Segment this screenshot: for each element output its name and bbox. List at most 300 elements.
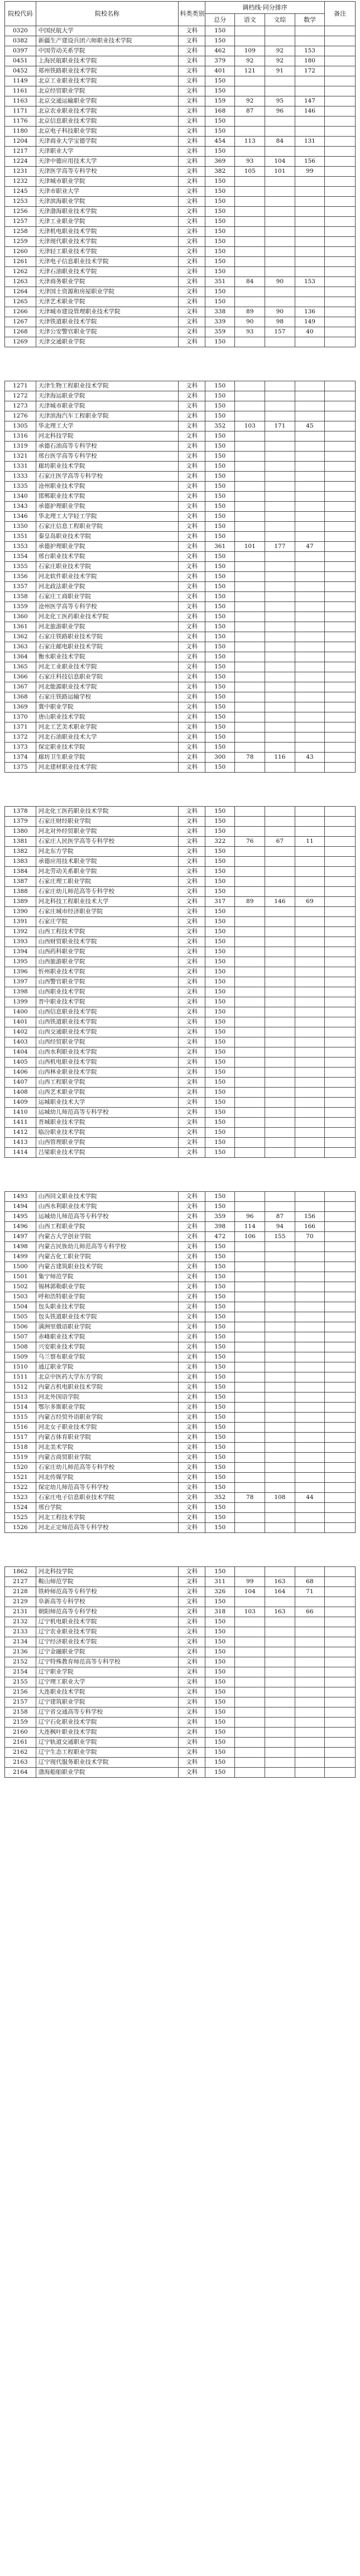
cell-comprehensive <box>265 632 295 642</box>
cell-total: 150 <box>205 1443 235 1453</box>
cell-name: 山西工程职业学院 <box>36 1078 179 1088</box>
cell-math <box>295 512 325 522</box>
cell-chinese <box>235 532 265 542</box>
cell-note <box>325 237 356 247</box>
cell-kind: 文科 <box>179 1403 205 1413</box>
cell-name: 河北美术学院 <box>36 1443 179 1453</box>
cell-chinese: 92 <box>235 56 265 66</box>
cell-math <box>295 1738 325 1748</box>
cell-chinese <box>235 1078 265 1088</box>
cell-comprehensive: 101 <box>265 167 295 177</box>
cell-chinese <box>235 267 265 277</box>
cell-chinese <box>235 612 265 622</box>
cell-chinese <box>235 1728 265 1738</box>
cell-name: 呼和浩特职业学院 <box>36 1292 179 1302</box>
cell-math <box>295 401 325 411</box>
table-row <box>5 1738 356 1748</box>
cell-code: 1520 <box>5 1463 36 1473</box>
header-math: 数学 <box>295 14 325 26</box>
cell-note <box>325 947 356 957</box>
cell-name: 运城幼儿师范高等专科学校 <box>36 1212 179 1222</box>
cell-code: 2152 <box>5 1657 36 1667</box>
cell-chinese <box>235 887 265 897</box>
cell-name: 河北劳动关系职业学院 <box>36 867 179 877</box>
cell-code: 1398 <box>5 987 36 997</box>
cell-comprehensive <box>265 1627 295 1637</box>
cell-name: 石家庄幼儿师范高等专科学校 <box>36 887 179 897</box>
cell-note <box>325 957 356 967</box>
cell-chinese: 89 <box>235 307 265 317</box>
cell-code: 1399 <box>5 997 36 1007</box>
table-row <box>5 1027 356 1037</box>
cell-name: 石家庄科技信息职业学院 <box>36 672 179 682</box>
cell-kind: 文科 <box>179 1322 205 1332</box>
cell-kind: 文科 <box>179 1352 205 1362</box>
cell-total: 150 <box>205 1192 235 1202</box>
cell-comprehensive: 116 <box>265 753 295 763</box>
header-chinese: 语文 <box>235 14 265 26</box>
cell-chinese <box>235 1312 265 1322</box>
cell-math <box>295 702 325 712</box>
cell-total: 150 <box>205 1413 235 1423</box>
cell-math: 166 <box>295 1222 325 1232</box>
cell-comprehensive <box>265 1312 295 1322</box>
cell-math <box>295 1372 325 1382</box>
table-row <box>5 1242 356 1252</box>
cell-code: 1259 <box>5 237 36 247</box>
cell-comprehensive <box>265 76 295 86</box>
cell-total: 150 <box>205 287 235 297</box>
cell-name: 廊坊职业技术学院 <box>36 462 179 472</box>
cell-code: 1388 <box>5 887 36 897</box>
table-row <box>5 137 356 147</box>
cell-comprehensive <box>265 257 295 267</box>
cell-chinese: 90 <box>235 317 265 327</box>
cell-note <box>325 1768 356 1778</box>
cell-math <box>295 492 325 502</box>
cell-total: 150 <box>205 672 235 682</box>
cell-name: 运城幼儿师范高等专科学校 <box>36 1108 179 1118</box>
cell-total: 150 <box>205 1677 235 1687</box>
cell-name: 山西水利职业技术学院 <box>36 1202 179 1212</box>
table-row <box>5 652 356 662</box>
cell-kind: 文科 <box>179 1433 205 1443</box>
cell-kind: 文科 <box>179 66 205 76</box>
cell-comprehensive <box>265 1503 295 1513</box>
cell-total: 150 <box>205 743 235 753</box>
cell-total: 150 <box>205 86 235 96</box>
cell-note <box>325 327 356 337</box>
cell-math <box>295 1667 325 1677</box>
cell-chinese <box>235 1403 265 1413</box>
cell-chinese <box>235 1513 265 1523</box>
cell-total: 150 <box>205 381 235 391</box>
cell-comprehensive <box>265 401 295 411</box>
cell-kind: 文科 <box>179 652 205 662</box>
cell-math <box>295 227 325 237</box>
cell-math <box>295 847 325 857</box>
table-row <box>5 937 356 947</box>
cell-total: 150 <box>205 987 235 997</box>
cell-kind: 文科 <box>179 512 205 522</box>
cell-kind: 文科 <box>179 1657 205 1667</box>
cell-name: 山西药科职业学院 <box>36 947 179 957</box>
cell-code: 1505 <box>5 1312 36 1322</box>
cell-comprehensive <box>265 847 295 857</box>
cell-total: 150 <box>205 1617 235 1627</box>
cell-name: 通辽职业学院 <box>36 1362 179 1372</box>
cell-math <box>295 887 325 897</box>
cell-name: 石家庄邮电职业技术学院 <box>36 642 179 652</box>
table-row <box>5 592 356 602</box>
cell-math: 47 <box>295 542 325 552</box>
table-row <box>5 1088 356 1098</box>
cell-kind: 文科 <box>179 421 205 431</box>
cell-math <box>295 267 325 277</box>
cell-comprehensive <box>265 817 295 827</box>
cell-math <box>295 1382 325 1393</box>
cell-name: 内蒙古民族幼儿师范高等专科学校 <box>36 1242 179 1252</box>
cell-comprehensive <box>265 947 295 957</box>
cell-note <box>325 381 356 391</box>
cell-math <box>295 817 325 827</box>
cell-name: 辽宁职业学院 <box>36 1667 179 1677</box>
cell-note <box>325 1242 356 1252</box>
cell-note <box>325 1567 356 1577</box>
table-row <box>5 743 356 753</box>
cell-chinese <box>235 237 265 247</box>
cell-math <box>295 1302 325 1312</box>
cell-chinese <box>235 257 265 267</box>
cell-note <box>325 582 356 592</box>
cell-code: 1517 <box>5 1433 36 1443</box>
cell-kind: 文科 <box>179 1758 205 1768</box>
cell-code: 2132 <box>5 1617 36 1627</box>
cell-code: 1400 <box>5 1007 36 1017</box>
cell-comprehensive <box>265 652 295 662</box>
cell-chinese <box>235 1108 265 1118</box>
cell-chinese <box>235 36 265 46</box>
cell-math <box>295 1403 325 1413</box>
cell-name: 吕梁职业技术学院 <box>36 1148 179 1158</box>
cell-comprehensive <box>265 1342 295 1352</box>
cell-comprehensive <box>265 1047 295 1057</box>
cell-total: 150 <box>205 1282 235 1292</box>
table-row <box>5 421 356 431</box>
cell-comprehensive <box>265 1483 295 1493</box>
cell-chinese <box>235 442 265 452</box>
cell-comprehensive <box>265 967 295 977</box>
cell-code: 1271 <box>5 381 36 391</box>
cell-math <box>295 1128 325 1138</box>
cell-name: 河北能源职业技术学院 <box>36 682 179 692</box>
cell-math <box>295 602 325 612</box>
cell-chinese <box>235 582 265 592</box>
cell-total: 150 <box>205 452 235 462</box>
cell-note <box>325 1403 356 1413</box>
table-row <box>5 187 356 197</box>
table-row <box>5 1728 356 1738</box>
cell-comprehensive <box>265 1027 295 1037</box>
cell-name: 沧州医学高等专科学校 <box>36 602 179 612</box>
cell-code: 1387 <box>5 877 36 887</box>
cell-kind: 文科 <box>179 562 205 572</box>
cell-kind: 文科 <box>179 1138 205 1148</box>
cell-total: 369 <box>205 157 235 167</box>
cell-note <box>325 1647 356 1657</box>
cell-math <box>295 207 325 217</box>
cell-kind: 文科 <box>179 937 205 947</box>
cell-kind: 文科 <box>179 827 205 837</box>
cell-comprehensive <box>265 512 295 522</box>
cell-code: 1232 <box>5 177 36 187</box>
cell-comprehensive <box>265 1262 295 1272</box>
cell-comprehensive <box>265 1617 295 1627</box>
cell-math: 136 <box>295 307 325 317</box>
table-row <box>5 512 356 522</box>
table-row <box>5 1222 356 1232</box>
cell-chinese <box>235 1677 265 1687</box>
cell-total: 150 <box>205 692 235 702</box>
cell-comprehensive <box>265 1352 295 1362</box>
table-row <box>5 36 356 46</box>
table-row <box>5 1587 356 1597</box>
table-row <box>5 1047 356 1057</box>
cell-code: 1390 <box>5 907 36 917</box>
cell-comprehensive: 163 <box>265 1607 295 1617</box>
cell-chinese <box>235 927 265 937</box>
cell-comprehensive <box>265 1138 295 1148</box>
cell-math <box>295 1453 325 1463</box>
cell-name: 兴安职业技术学院 <box>36 1342 179 1352</box>
cell-note <box>325 622 356 632</box>
score-table <box>4 1 356 347</box>
cell-note <box>325 1707 356 1718</box>
table-row <box>5 1302 356 1312</box>
cell-total: 150 <box>205 532 235 542</box>
cell-total: 150 <box>205 712 235 722</box>
cell-note <box>325 317 356 327</box>
tables-container <box>4 1 356 1778</box>
cell-name: 山西职业技术学院 <box>36 987 179 997</box>
cell-chinese <box>235 1473 265 1483</box>
cell-note <box>325 452 356 462</box>
cell-note <box>325 337 356 347</box>
cell-math <box>295 76 325 86</box>
cell-chinese <box>235 632 265 642</box>
table-row <box>5 1413 356 1423</box>
cell-chinese: 109 <box>235 46 265 56</box>
cell-total: 150 <box>205 1262 235 1272</box>
cell-note <box>325 672 356 682</box>
cell-kind: 文科 <box>179 867 205 877</box>
cell-name: 石家庄铁路运输学校 <box>36 692 179 702</box>
cell-code: 1367 <box>5 682 36 692</box>
cell-code: 1375 <box>5 763 36 773</box>
cell-chinese <box>235 847 265 857</box>
cell-comprehensive <box>265 702 295 712</box>
cell-note <box>325 927 356 937</box>
cell-chinese <box>235 867 265 877</box>
cell-chinese <box>235 602 265 612</box>
cell-name: 河北东方学院 <box>36 847 179 857</box>
table-row <box>5 1523 356 1533</box>
cell-name: 山西机电职业技术学院 <box>36 1057 179 1068</box>
cell-total: 311 <box>205 1577 235 1587</box>
cell-math <box>295 187 325 197</box>
cell-kind: 文科 <box>179 1232 205 1242</box>
cell-math <box>295 1728 325 1738</box>
cell-name: 石家庄人民医学高等专科学校 <box>36 837 179 847</box>
cell-note <box>325 227 356 237</box>
cell-math <box>295 1768 325 1778</box>
cell-chinese <box>235 1463 265 1473</box>
cell-name: 河北旅游职业学院 <box>36 622 179 632</box>
cell-code: 1497 <box>5 1232 36 1242</box>
table-row <box>5 662 356 672</box>
cell-note <box>325 1037 356 1047</box>
cell-code: 1503 <box>5 1292 36 1302</box>
cell-kind: 文科 <box>179 117 205 127</box>
cell-chinese: 106 <box>235 1232 265 1242</box>
cell-code: 1384 <box>5 867 36 877</box>
cell-kind: 文科 <box>179 26 205 36</box>
cell-name: 保定职业技术学院 <box>36 743 179 753</box>
cell-code: 1496 <box>5 1222 36 1232</box>
table-row <box>5 702 356 712</box>
cell-comprehensive <box>265 1667 295 1677</box>
cell-comprehensive: 96 <box>265 106 295 117</box>
cell-math <box>295 1687 325 1697</box>
table-row <box>5 442 356 452</box>
cell-note <box>325 1523 356 1533</box>
table-row <box>5 1503 356 1513</box>
cell-name: 衡水职业技术学院 <box>36 652 179 662</box>
cell-total: 150 <box>205 602 235 612</box>
table-row <box>5 562 356 572</box>
cell-kind: 文科 <box>179 743 205 753</box>
cell-note <box>325 492 356 502</box>
cell-chinese <box>235 1007 265 1017</box>
cell-note <box>325 542 356 552</box>
cell-name: 天津国土资源和房屋职业学院 <box>36 287 179 297</box>
cell-note <box>325 1577 356 1587</box>
table-row <box>5 1078 356 1088</box>
cell-kind: 文科 <box>179 147 205 157</box>
cell-math <box>295 257 325 267</box>
cell-note <box>325 887 356 897</box>
cell-name: 新疆生产建设兵团六师职业技术学院 <box>36 36 179 46</box>
table-row <box>5 207 356 217</box>
table-row <box>5 86 356 96</box>
table-row <box>5 927 356 937</box>
cell-code: 1163 <box>5 96 36 106</box>
cell-math: 71 <box>295 1587 325 1597</box>
cell-comprehensive <box>265 1118 295 1128</box>
cell-comprehensive <box>265 937 295 947</box>
table-row <box>5 967 356 977</box>
cell-code: 2155 <box>5 1677 36 1687</box>
cell-code: 1862 <box>5 1567 36 1577</box>
cell-kind: 文科 <box>179 502 205 512</box>
cell-math <box>295 1047 325 1057</box>
cell-chinese <box>235 1037 265 1047</box>
cell-comprehensive <box>265 1463 295 1473</box>
cell-math <box>295 1292 325 1302</box>
section-gap <box>4 347 356 381</box>
cell-math <box>295 592 325 602</box>
cell-total: 352 <box>205 1493 235 1503</box>
table-row <box>5 26 356 36</box>
cell-code: 1357 <box>5 582 36 592</box>
table-row <box>5 1403 356 1413</box>
cell-code: 1331 <box>5 462 36 472</box>
cell-total: 150 <box>205 1202 235 1212</box>
cell-note <box>325 847 356 857</box>
cell-total: 150 <box>205 1098 235 1108</box>
cell-math <box>295 1148 325 1158</box>
cell-name: 山西铁道职业技术学院 <box>36 1017 179 1027</box>
cell-kind: 文科 <box>179 612 205 622</box>
cell-comprehensive <box>265 1738 295 1748</box>
cell-chinese <box>235 702 265 712</box>
cell-name: 天津电子信息职业技术学院 <box>36 257 179 267</box>
table-row <box>5 1718 356 1728</box>
cell-total: 150 <box>205 147 235 157</box>
table-row <box>5 1272 356 1282</box>
cell-code: 1335 <box>5 482 36 492</box>
cell-comprehensive <box>265 1362 295 1372</box>
cell-name: 锡林郭勒职业学院 <box>36 1282 179 1292</box>
cell-kind: 文科 <box>179 907 205 917</box>
cell-note <box>325 692 356 702</box>
cell-math <box>295 1758 325 1768</box>
cell-chinese <box>235 147 265 157</box>
cell-comprehensive <box>265 1433 295 1443</box>
cell-chinese <box>235 1597 265 1607</box>
cell-comprehensive <box>265 267 295 277</box>
cell-total: 150 <box>205 927 235 937</box>
cell-chinese <box>235 1647 265 1657</box>
cell-kind: 文科 <box>179 542 205 552</box>
table-row <box>5 401 356 411</box>
cell-name: 河北正定师范高等专科学校 <box>36 1523 179 1533</box>
cell-note <box>325 1192 356 1202</box>
cell-total: 150 <box>205 1088 235 1098</box>
cell-kind: 文科 <box>179 307 205 317</box>
cell-comprehensive <box>265 1647 295 1657</box>
table-row <box>5 167 356 177</box>
cell-total: 150 <box>205 1597 235 1607</box>
cell-name: 河北工艺美术职业学院 <box>36 722 179 732</box>
table-row <box>5 1057 356 1068</box>
cell-name: 华北理工大学轻工学院 <box>36 512 179 522</box>
cell-chinese <box>235 522 265 532</box>
cell-kind: 文科 <box>179 1473 205 1483</box>
cell-math <box>295 1027 325 1037</box>
table-row <box>5 391 356 401</box>
cell-kind: 文科 <box>179 1212 205 1222</box>
cell-kind: 文科 <box>179 1687 205 1697</box>
cell-name: 天津城市建设管理职业技术学院 <box>36 307 179 317</box>
cell-chinese <box>235 1342 265 1352</box>
cell-total: 150 <box>205 177 235 187</box>
cell-kind: 文科 <box>179 36 205 46</box>
header-comprehensive: 文综 <box>265 14 295 26</box>
cell-note <box>325 682 356 692</box>
table-row <box>5 1252 356 1262</box>
cell-total: 150 <box>205 682 235 692</box>
